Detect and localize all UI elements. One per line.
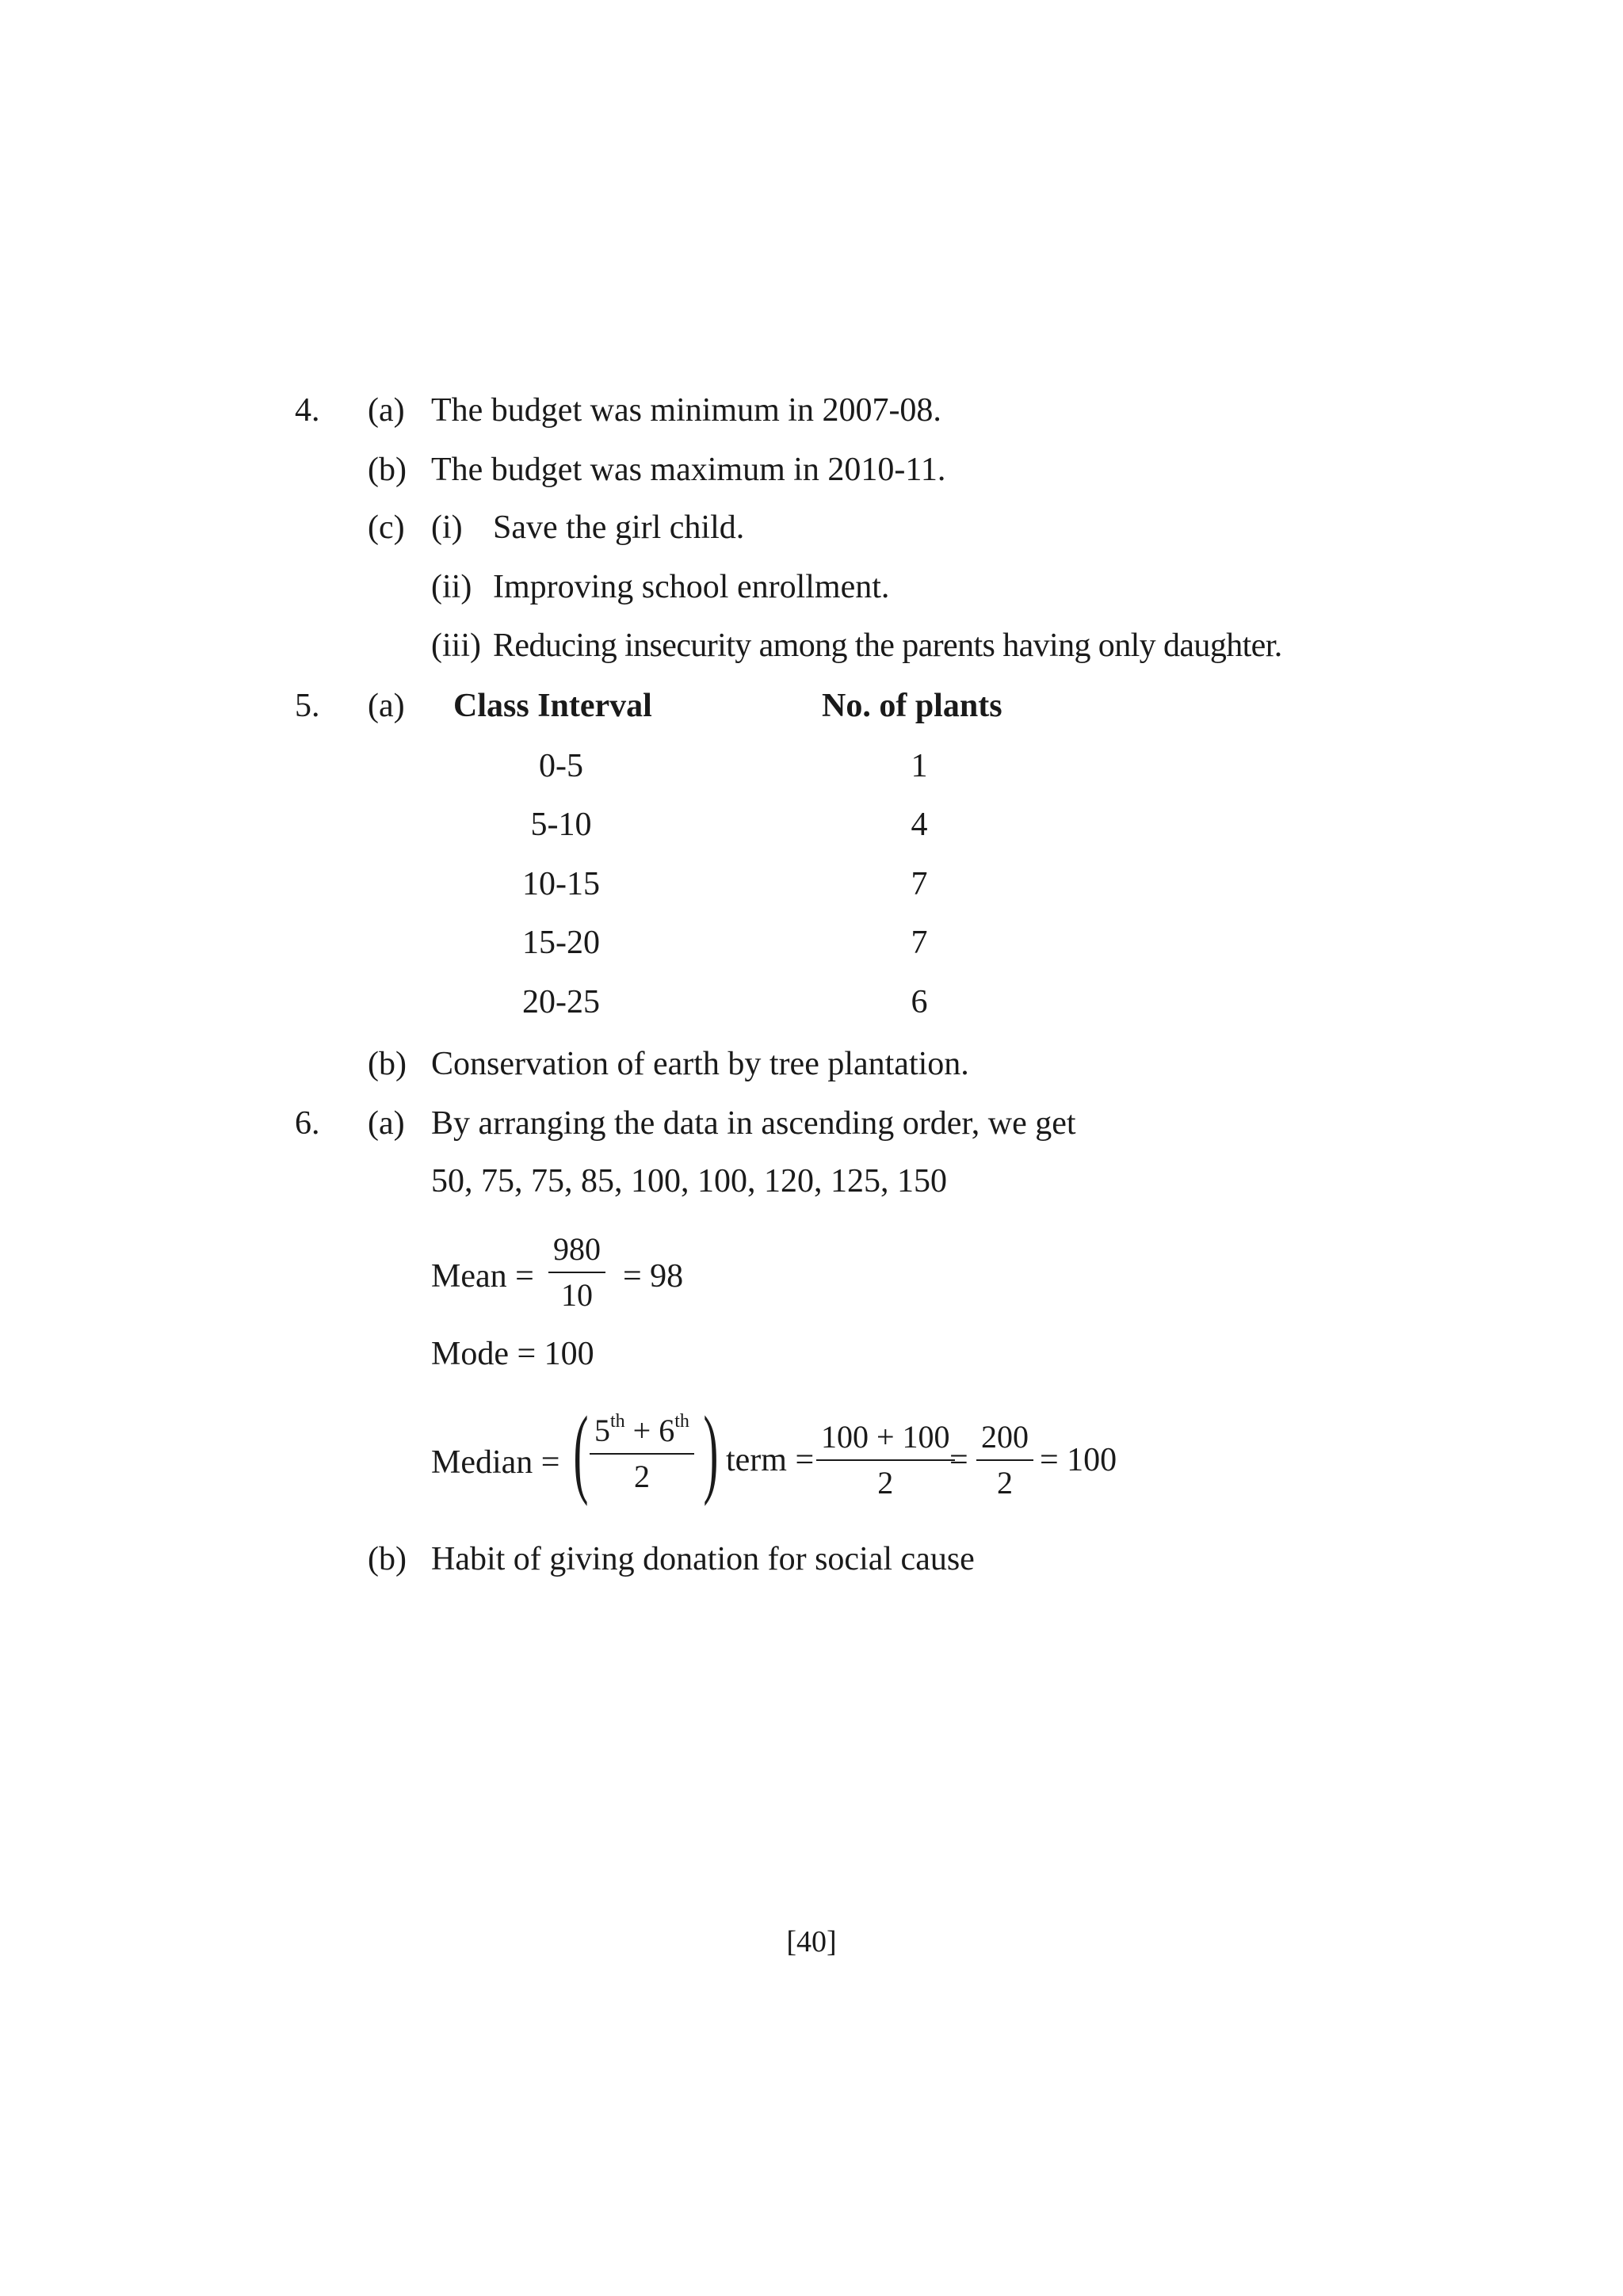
q5-b-text: Conservation of earth by tree plantation.: [431, 1046, 969, 1082]
table-cell-count: 6: [911, 984, 928, 1020]
q4-a-label: (a): [368, 392, 405, 429]
median-200-numerator: 200: [976, 1421, 1033, 1461]
mean-fraction: [548, 1231, 605, 1313]
q4-b-text: The budget was maximum in 2010-11.: [431, 452, 946, 488]
mean-numerator: 980: [548, 1234, 605, 1273]
table-cell-count: 4: [911, 807, 928, 843]
q6-a-text: By arranging the data in ascending order, we get: [431, 1105, 1076, 1142]
median-result: = 100: [1040, 1442, 1117, 1478]
q4-c-i-label: (i): [431, 509, 463, 546]
median-fraction-ordinal: [590, 1411, 694, 1494]
table-cell-interval: 20-25: [522, 984, 600, 1020]
median-ordinal-denominator: 2: [633, 1459, 650, 1494]
table-cell-interval: 10-15: [522, 866, 600, 902]
q4-c-iii-label: (iii): [431, 627, 481, 664]
table-header-class-interval: Class Interval: [453, 688, 652, 724]
q4-number: 4.: [295, 392, 320, 429]
table-header-no-of-plants: No. of plants: [822, 688, 1002, 724]
median-fraction-sum: [816, 1421, 955, 1499]
q5-number: 5.: [295, 688, 320, 724]
table-cell-count: 7: [911, 866, 928, 902]
q4-c-ii-text: Improving school enrollment.: [493, 569, 890, 605]
q4-c-iii-text: Reducing insecurity among the parents having only daughter.: [493, 627, 1282, 664]
q4-c-i-text: Save the girl child.: [493, 509, 745, 546]
q4-c-ii-label: (ii): [431, 569, 472, 605]
table-cell-interval: 15-20: [522, 925, 600, 961]
q6-b-label: (b): [368, 1541, 407, 1577]
mode-text: Mode = 100: [431, 1336, 594, 1372]
q4-b-label: (b): [368, 452, 407, 488]
q6-a-label: (a): [368, 1105, 405, 1142]
q5-b-label: (b): [368, 1046, 407, 1082]
median-label: Median =: [431, 1444, 560, 1481]
median-equals: =: [949, 1442, 968, 1478]
median-sum-numerator: 100 + 100: [816, 1421, 955, 1461]
median-ordinal-numerator: 5th + 6th: [590, 1415, 694, 1455]
mean-denominator: 10: [561, 1277, 593, 1313]
q5-a-label: (a): [368, 688, 405, 724]
median-fraction-200: [976, 1421, 1033, 1499]
q6-data-list: 50, 75, 75, 85, 100, 100, 120, 125, 150: [431, 1163, 947, 1199]
q6-b-text: Habit of giving donation for social cause: [431, 1541, 975, 1577]
q4-a-text: The budget was minimum in 2007-08.: [431, 392, 941, 429]
median-right-paren: ): [703, 1397, 719, 1507]
q6-number: 6.: [295, 1105, 320, 1142]
page-number: [40]: [786, 1925, 837, 1958]
table-cell-interval: 0-5: [539, 748, 583, 784]
mean-result: = 98: [623, 1258, 684, 1295]
table-cell-count: 1: [911, 748, 928, 784]
median-term-label: term =: [726, 1442, 815, 1478]
table-cell-count: 7: [911, 925, 928, 961]
median-200-denominator: 2: [997, 1465, 1013, 1501]
q4-c-label: (c): [368, 509, 405, 546]
mean-label: Mean =: [431, 1258, 534, 1295]
median-left-paren: (: [573, 1397, 589, 1507]
table-cell-interval: 5-10: [530, 807, 592, 843]
median-sum-denominator: 2: [877, 1465, 894, 1501]
